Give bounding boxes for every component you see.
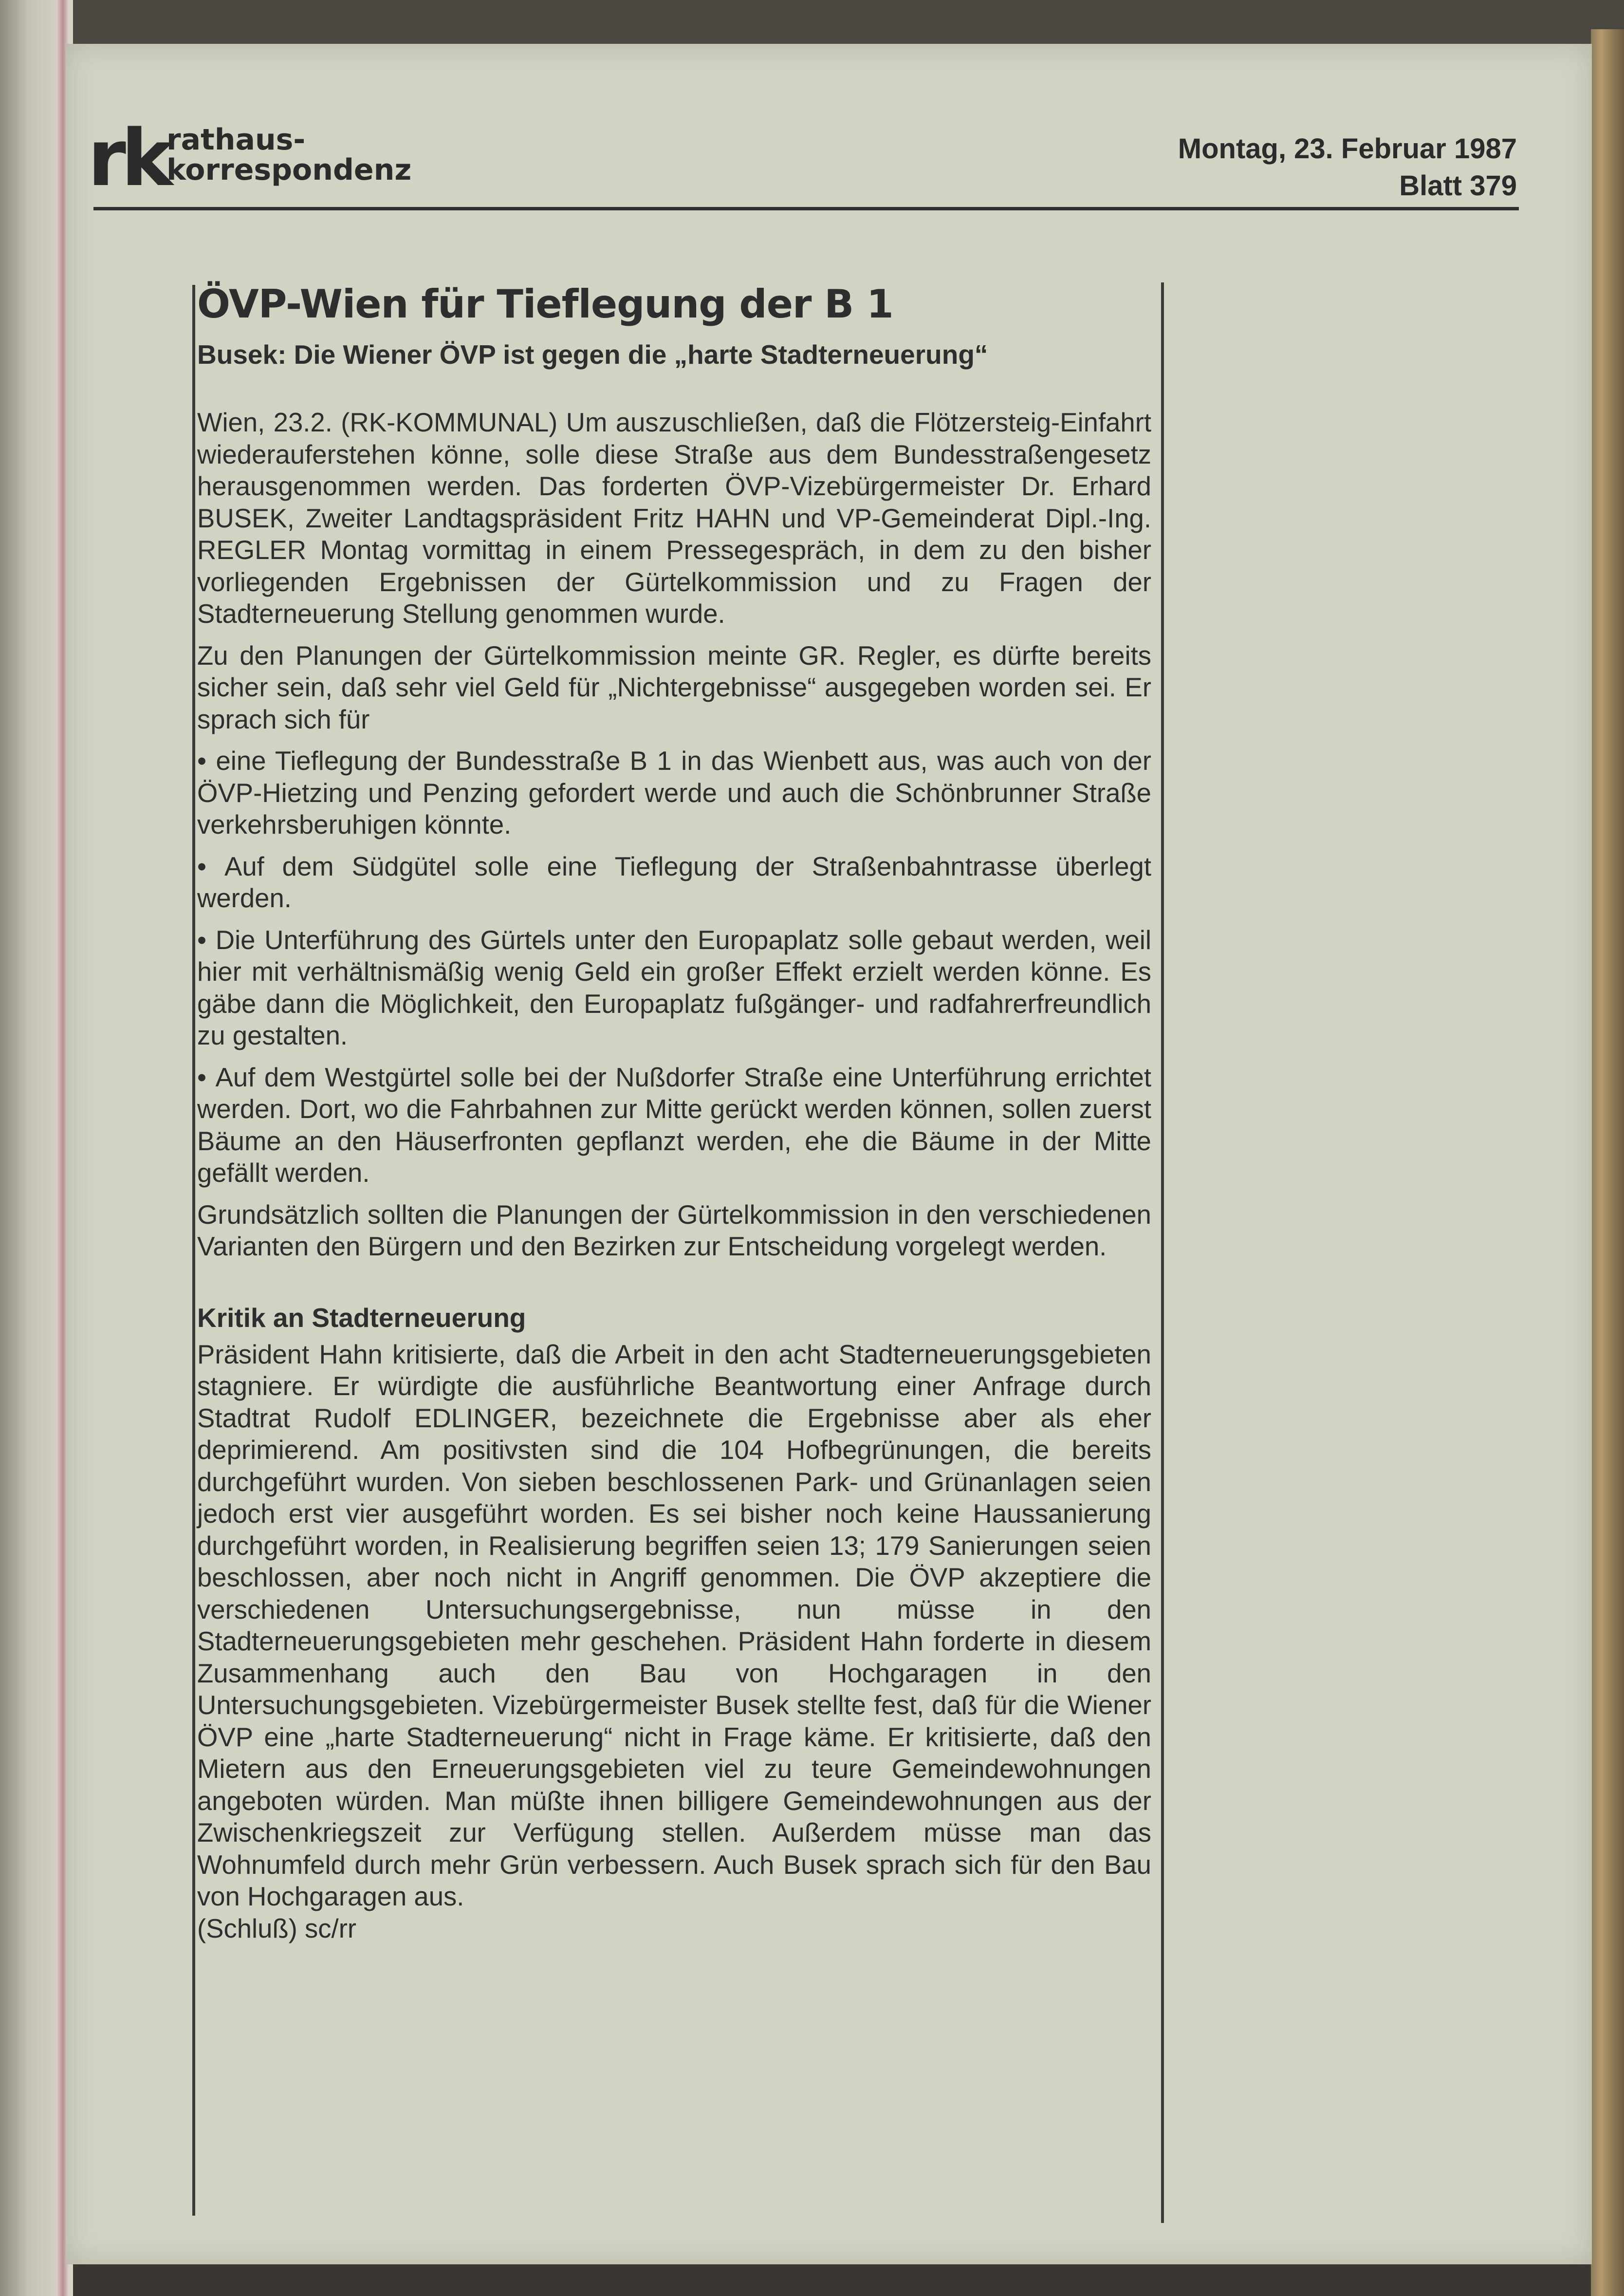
signoff: (Schluß) sc/rr <box>197 1913 356 1943</box>
logo-mark: rk <box>88 112 168 204</box>
article <box>197 280 1151 1944</box>
paragraph: Wien, 23.2. (RK-KOMMUNAL) Um auszuschließen, daß die Flötzersteig-Einfahrt wiederauferstehen könne, solle diese Straße aus dem Bundesstraßengesetz herausgenommen werden. Das forderten ÖVP-Vizebürgermeister Dr. Erhard BUSEK, Zweiter Landtagspräsident Fritz HAHN und VP-Gemeinderat Dipl.-Ing. REGLER Montag vormittag in einem Pressegespräch, in dem zu den bisher vorliegenden Ergebnissen der Gürtelkommission und zu Fragen der Stadterneuerung Stellung genommen wurde. <box>197 408 1151 629</box>
sheet-number: Blatt 379 <box>1399 170 1517 202</box>
section-heading: Kritik an Stadterneuerung <box>197 1302 526 1333</box>
article-title: ÖVP-Wien für Tieflegung der B 1 <box>197 281 893 327</box>
column-rule-right <box>1161 282 1164 2223</box>
issue-date: Montag, 23. Februar 1987 <box>1178 133 1517 165</box>
bullet-item: • eine Tieflegung der Bundesstraße B 1 in das Wienbett aus, was auch von der ÖVP-Hietzing und Penzing gefordert werde und auch die Schönbrunner Straße verkehrsberuhigen könnte. <box>197 745 1151 841</box>
paragraph: Präsident Hahn kritisierte, daß die Arbeit in den acht Stadterneuerungsgebieten stagniere. Er würdigte die ausführliche Beantwortung einer Anfrage durch Stadtrat Rudolf EDLINGER, bezeichnete die Ergebnisse aber als eher deprimierend. Am positivsten sind die 104 Hofbegrünungen, die bereits durchgeführt wurden. Von sieben beschlossenen Park- und Grünanlagen seien jedoch erst vier ausgeführt worden. Es sei bisher noch keine Haussanierung durchgeführt worden, in Realisierung begriffen seien 13; 179 Sanierungen seien beschlossen, aber noch nicht in Angriff genommen. Die ÖVP akzeptiere die verschiedenen Untersuchungsergebnisse, nun müsse in den Stadterneuerungsgebieten mehr geschehen. Präsident Hahn forderte in diesem Zusammenhang auch den Bau von Hochgaragen in den Untersuchungsgebieten. Vizebürgermeister Busek stellte fest, daß für die Wiener ÖVP eine „harte Stadterneuerung“ nicht in Frage käme. Er kritisierte, daß den Mietern aus den Erneuerungsgebieten viel zu teure Gemeindewohnungen angeboten würden. Man müßte ihnen billigere Gemeindewohnungen aus der Zwischenkriegszeit zur Verfügung stellen. Außerdem müsse man das Wohnumfeld durch mehr Grün verbessern. Auch Busek sprach sich für den Bau von Hochgaragen aus. <box>197 1339 1151 1911</box>
rk-logo <box>88 112 168 204</box>
header-rule <box>93 207 1519 210</box>
logo-line-1: rathaus- <box>166 123 306 157</box>
page-stack-edge <box>1591 29 1624 2296</box>
bullet-item: • Auf dem Westgürtel solle bei der Nußdorfer Straße eine Unterführung errichtet werden. Dort, wo die Fahrbahnen zur Mitte gerückt werden können, sollen zuerst Bäume an den Häuserfronten gepflanzt werden, ehe die Bäume in der Mitte gefällt werden. <box>197 1062 1151 1189</box>
logo-line-2: korrespondenz <box>166 153 412 187</box>
column-rule-left <box>192 285 195 2216</box>
header-meta <box>1178 131 1517 205</box>
scan-background-top <box>73 0 1624 46</box>
paragraph: Grundsätzlich sollten die Planungen der Gürtelkommission in den verschiedenen Varianten den Bürgern und den Bezirken zur Entscheidung vorgelegt werden. <box>197 1199 1151 1261</box>
paragraph: Zu den Planungen der Gürtelkommission meinte GR. Regler, es dürfte bereits sicher sein, daß sehr viel Geld für „Nichtergebnisse“ ausgegeben worden sei. Er sprach sich für <box>197 640 1151 734</box>
article-subtitle: Busek: Die Wiener ÖVP ist gegen die „harte Stadterneuerung“ <box>197 339 988 370</box>
bullet-item: • Auf dem Südgütel solle eine Tieflegung der Straßenbahntrasse überlegt werden. <box>197 851 1151 915</box>
bullet-item: • Die Unterführung des Gürtels unter den Europaplatz solle gebaut werden, weil hier mit verhältnismäßig wenig Geld ein großer Effekt erzielt werden könne. Es gäbe dann die Möglichkeit, den Europaplatz fußgänger- und radfahrerfreundlich zu gestalten. <box>197 924 1151 1052</box>
logo-wordmark <box>166 125 411 185</box>
